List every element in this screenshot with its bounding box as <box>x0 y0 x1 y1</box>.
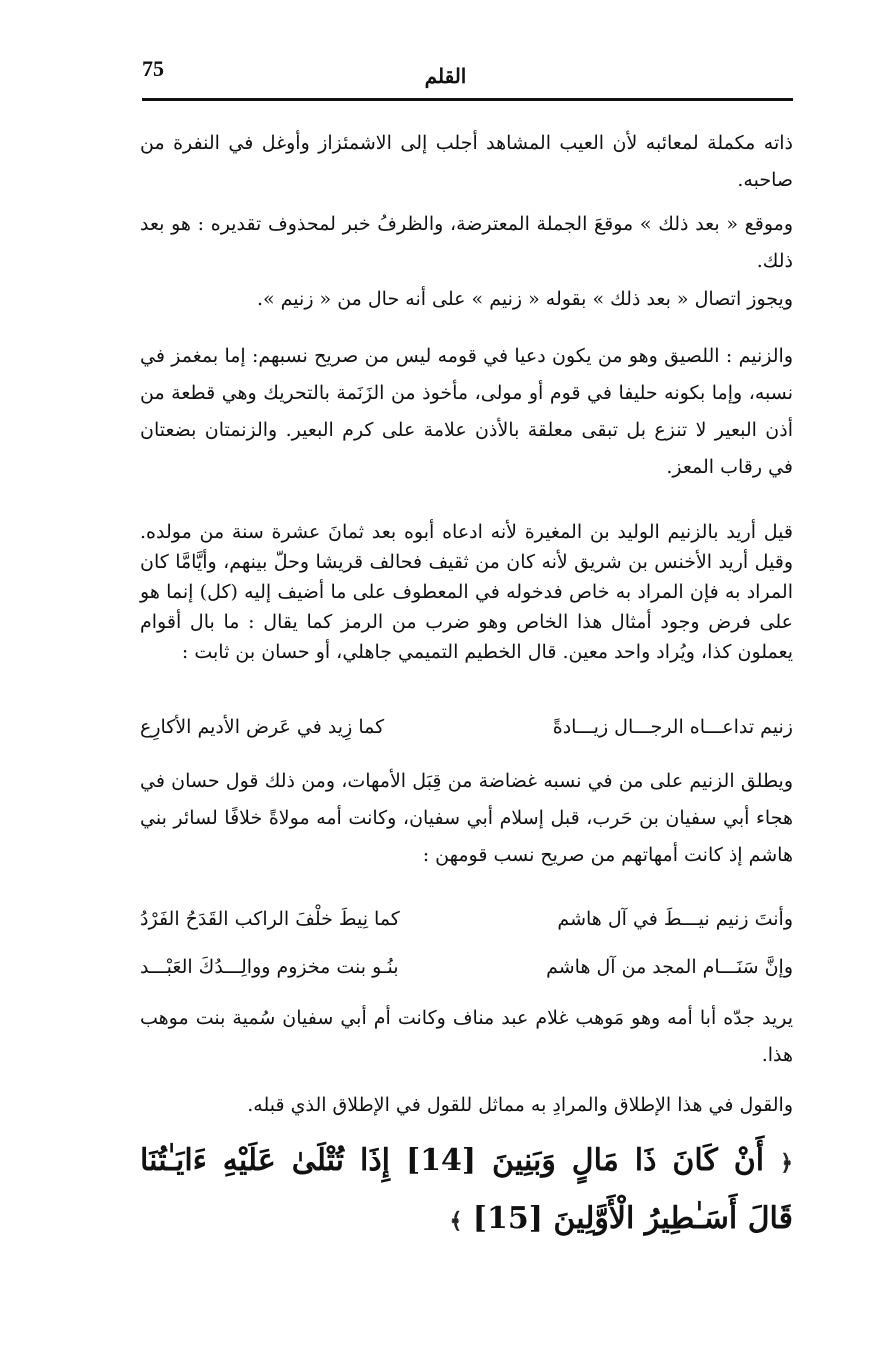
paragraph: والقول في هذا الإطلاق والمرادِ به مماثل للقول في الإطلاق الذي قبله. <box>247 1094 793 1116</box>
page-number: 75 <box>142 56 164 81</box>
header-rule <box>142 98 793 101</box>
quran-text: أَنْ كَانَ ذَا مَالٍ وَبَنِينَ [14] إِذَا تُتْلَىٰ عَلَيْهِ ءَايَـٰتُنَا قَالَ أَسَـٰطِيرُ الْأَوَّلِينَ [15] <box>140 1143 793 1236</box>
paragraph: ذاته مكملة لمعائبه لأن العيب المشاهد أجلب إلى الاشمئزاز وأوغل في النفرة من صاحبه. <box>140 132 793 191</box>
verse-line <box>140 950 793 984</box>
running-title: القلم <box>424 64 467 88</box>
verse-line <box>140 902 793 936</box>
verse-hemistich: بنُـو بنت مخزوم ووالِـــدُكَ العَبْـــد <box>140 956 399 978</box>
verse-hemistich: زنيم تداعـــاه الرجـــال زيـــادةً <box>552 716 793 738</box>
quran-ornament-open: ﴿ <box>780 1150 793 1176</box>
quran-ornament-close: ﴾ <box>449 1208 463 1234</box>
paragraph: ويجوز اتصال « بعد ذلك » بقوله « زنيم » على أنه حال من « زنيم ». <box>256 288 793 310</box>
paragraph: ويطلق الزنيم على من في نسبه غضاضة من قِبَل الأمهات، ومن ذلك قول حسان في هجاء أبي سفيان بن حَرب، قبل إسلام أبي سفيان، وكانت أمه مولاةً خلافًا لسائر بني هاشم إذ كانت أمهاتهم من صريح نسب قومهن : <box>140 770 793 866</box>
verse-hemistich: كما نِيطَ خلْفَ الراكب القَدَحُ الفَرْدُ <box>140 908 400 930</box>
verse-line <box>140 710 793 744</box>
paragraph: قيل أريد بالزنيم الوليد بن المغيرة لأنه ادعاه أبوه بعد ثمانَ عشرة سنة من مولده. وقيل أريد الأخنس بن شريق لأنه كان من ثقيف فحالف قريشا وحلّ بينهم، وأيَّامَّا كان المراد به فإن المراد به خاص فدخوله في المعطوف على ما أضيف إليه (كل) إنما هو على فرض وجود أمثال هذا الخاص وهو ضرب من الرمز كما يقال : ما بال أقوام يعملون كذا، ويُراد واحد معين. قال الخطيم التميمي جاهلي، أو حسان بن ثابت : <box>140 521 793 663</box>
verse-hemistich: وأنتَ زنيم نيـــطَ في آل هاشم <box>557 908 793 930</box>
paragraph: يريد جدّه أبا أمه وهو مَوهب غلام عبد مناف وكانت أم أبي سفيان سُمية بنت موهب هذا. <box>140 1007 793 1066</box>
paragraph: والزنيم : اللصيق وهو من يكون دعيا في قومه ليس من صريح نسبهم: إما بمغمز في نسبه، وإما بكونه حليفا في قوم أو مولى، مأخوذ من الزَنَمة بالتحريك وهي قطعة من أذن البعير لا تنزع بل تبقى معلقة بالأذن علامة على كرم البعير. والزنمتان بضعتان في رقاب المعز. <box>140 345 793 478</box>
quran-verse <box>140 1133 793 1249</box>
paragraph: وموقع « بعد ذلك » موقعَ الجملة المعترضة، والظرفُ خبر لمحذوف تقديره : هو بعد ذلك. <box>140 213 793 272</box>
verse-hemistich: وإنَّ سَنَـــام المجد من آل هاشم <box>546 956 793 978</box>
verse-hemistich: كما زِيد في عَرض الأديم الأكارِع <box>140 716 385 738</box>
